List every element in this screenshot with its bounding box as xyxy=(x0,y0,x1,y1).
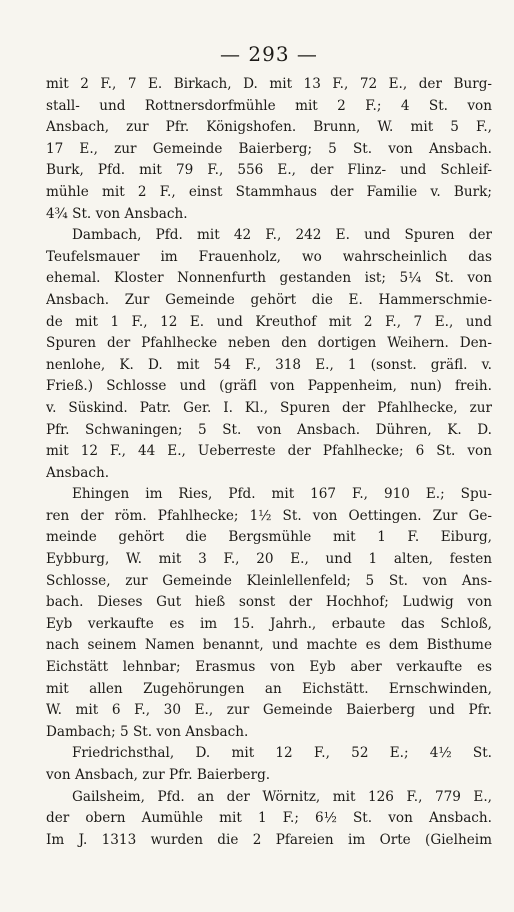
text-line: W. mit 6 F., 30 E., zur Gemeinde Baierberg und Pfr. xyxy=(46,702,492,719)
text-line: Eyb verkaufte es im 15. Jahrh., erbaute das Schloß, xyxy=(46,615,492,632)
text-line: Spuren der Pfahlhecke neben den dortigen Weihern. Den- xyxy=(46,335,492,352)
body-text xyxy=(46,74,492,851)
text-line: de mit 1 F., 12 E. und Kreuthof mit 2 F., 7 E., und xyxy=(46,313,492,330)
text-line: ehemal. Kloster Nonnenfurth gestanden ist; 5¼ St. von xyxy=(46,270,492,287)
text-line: Ansbach, zur Pfr. Königshofen. Brunn, W. mit 5 F., xyxy=(46,119,492,136)
text-line: Ansbach. xyxy=(46,464,110,481)
text-line: ren der röm. Pfahlhecke; 1½ St. von Oettingen. Zur Ge- xyxy=(46,507,492,524)
text-line: Dambach; 5 St. von Ansbach. xyxy=(46,723,249,740)
text-line: mühle mit 2 F., einst Stammhaus der Familie v. Burk; xyxy=(46,183,492,200)
text-line: mit allen Zugehörungen an Eichstätt. Ernschwinden, xyxy=(46,680,492,697)
text-line: mit 2 F., 7 E. Birkach, D. mit 13 F., 72 E., der Burg- xyxy=(46,76,492,92)
text-line: Ehingen im Ries, Pfd. mit 167 F., 910 E.; Spu- xyxy=(72,486,492,503)
text-line: Friedrichsthal, D. mit 12 F., 52 E.; 4½ St. xyxy=(72,745,492,762)
text-line: von Ansbach, zur Pfr. Baierberg. xyxy=(46,767,271,783)
text-line: meinde gehört die Bergsmühle mit 1 F. Eiburg, xyxy=(46,529,492,546)
text-line: Schlosse, zur Gemeinde Kleinlellenfeld; 5 St. von Ans- xyxy=(46,572,492,589)
text-line: 17 E., zur Gemeinde Baierberg; 5 St. von Ansbach. xyxy=(46,140,492,157)
text-line: Ansbach. Zur Gemeinde gehört die E. Hammerschmie- xyxy=(46,291,492,308)
text-line: Gailsheim, Pfd. an der Wörnitz, mit 126 F., 779 E., xyxy=(72,788,492,805)
page-header: — 293 — xyxy=(220,42,318,66)
text-line: Im J. 1313 wurden die 2 Pfareien im Orte (Gielheim xyxy=(46,831,492,848)
text-line: mit 12 F., 44 E., Ueberreste der Pfahlhecke; 6 St. von xyxy=(46,443,492,460)
text-line: 4¾ St. von Ansbach. xyxy=(46,205,188,222)
text-line: Pfr. Schwaningen; 5 St. von Ansbach. Dühren, K. D. xyxy=(46,421,492,438)
text-line: Eichstätt lehnbar; Erasmus von Eyb aber verkaufte es xyxy=(46,659,492,676)
text-line: nenlohe, K. D. mit 54 F., 318 E., 1 (sonst. gräfl. v. xyxy=(46,356,492,373)
text-line: Burk, Pfd. mit 79 F., 556 E., der Flinz- und Schleif- xyxy=(46,162,492,179)
text-line: stall- und Rottnersdorfmühle mit 2 F.; 4 St. von xyxy=(46,97,492,114)
text-line: bach. Dieses Gut hieß sonst der Hochhof; Ludwig von xyxy=(46,594,492,611)
text-line: nach seinem Namen benannt, und machte es dem Bisthume xyxy=(46,637,492,654)
text-line: v. Süskind. Patr. Ger. I. Kl., Spuren der Pfahlhecke, zur xyxy=(46,399,492,416)
text-line: Frieß.) Schlosse und (gräfl von Pappenheim, nun) freih. xyxy=(46,378,492,395)
text-line: Teufelsmauer im Frauenholz, wo wahrscheinlich das xyxy=(46,248,492,265)
text-line: der obern Aumühle mit 1 F.; 6½ St. von Ansbach. xyxy=(46,810,492,827)
text-line: Dambach, Pfd. mit 42 F., 242 E. und Spuren der xyxy=(72,227,492,244)
text-line: Eybburg, W. mit 3 F., 20 E., und 1 alten, festen xyxy=(46,551,492,568)
